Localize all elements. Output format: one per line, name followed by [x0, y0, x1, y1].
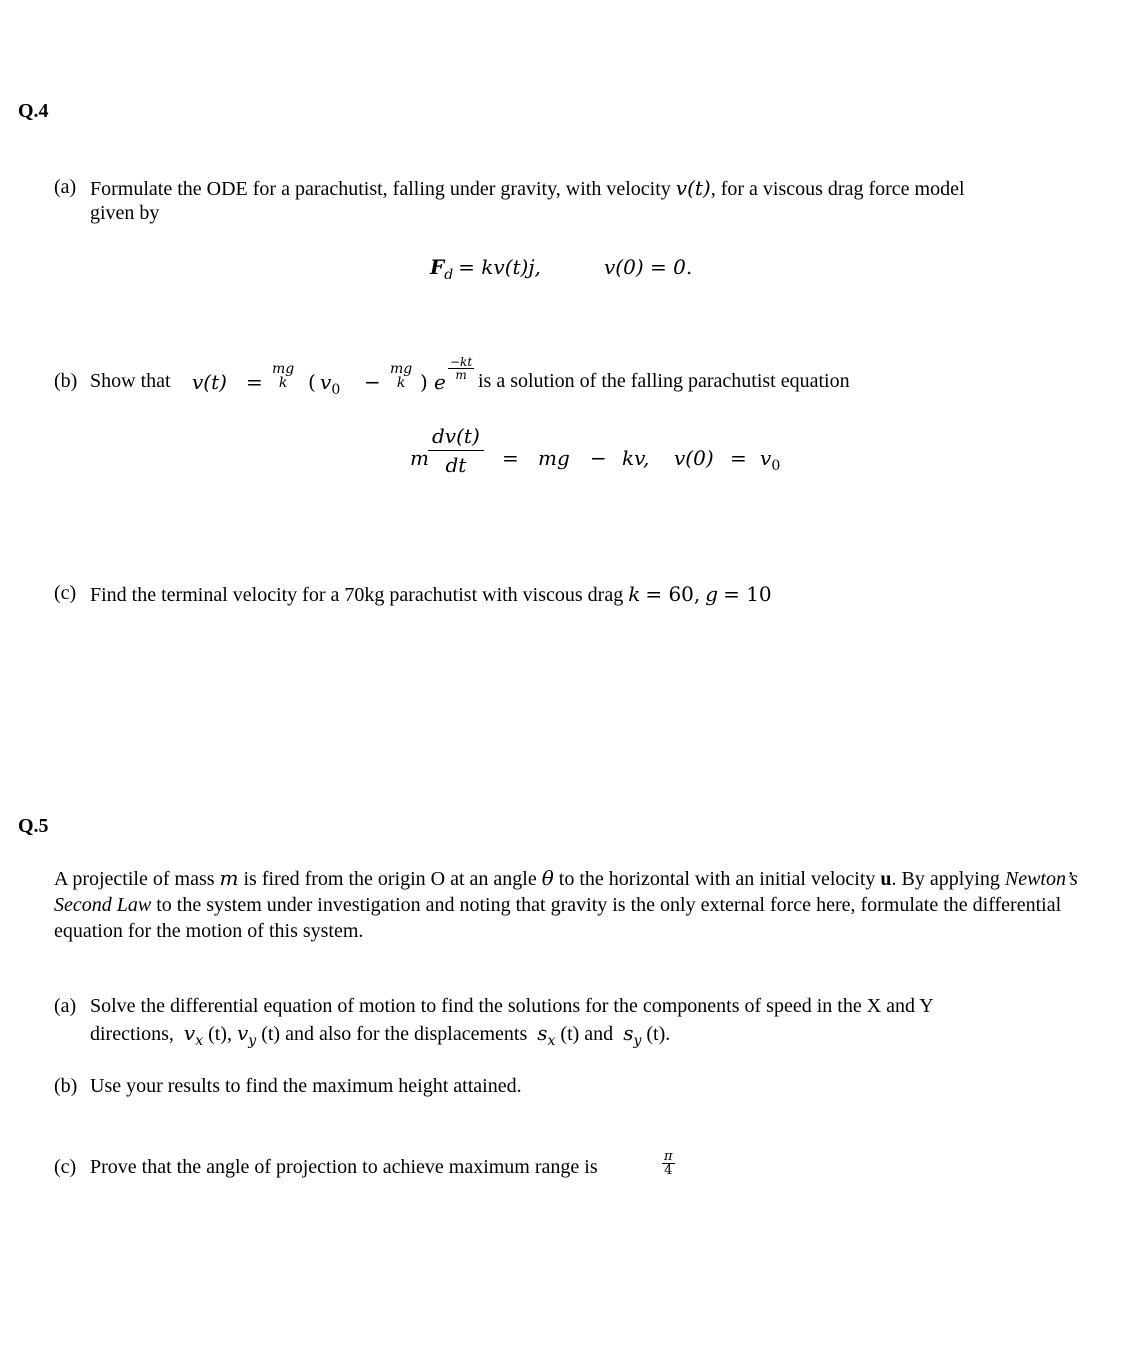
q5a-vx-subscript: x — [195, 1033, 204, 1049]
q5a-vy-subscript: y — [248, 1033, 257, 1049]
q5a-sy-t: (t). — [646, 1023, 671, 1045]
q4c-k-value: = 60, — [645, 582, 701, 606]
q5-intro-paragraph — [54, 865, 1084, 944]
q4c-line — [90, 582, 772, 607]
q4b-ode-mass: m — [410, 446, 429, 470]
q5-intro-part3: to the horizontal with an initial velocity — [558, 868, 876, 890]
q4c-g-value: = 10 — [723, 582, 772, 606]
q4b-frac2-numerator: mg — [390, 361, 413, 377]
q4b-exponent-numerator: −kt — [450, 355, 473, 369]
q5-theta-symbol: θ — [541, 866, 554, 890]
q4a-velocity: v(t) — [675, 176, 711, 200]
q4b-label: (b) — [54, 370, 78, 392]
q5c-four: 4 — [664, 1163, 673, 1178]
q4a-initial-condition: v(0) = 0. — [604, 255, 693, 279]
q5-mass-symbol: m — [219, 866, 239, 890]
q4b-minus: − — [364, 370, 381, 394]
q4b-ode-equals: = — [502, 446, 519, 470]
q5a-sy-subscript: y — [633, 1033, 642, 1049]
q4b-ode-kv: kv, — [622, 446, 650, 470]
q4b-exponent — [448, 356, 474, 381]
q4b-ode-minus: − — [590, 446, 607, 470]
q4a-label: (a) — [54, 176, 77, 198]
q4b-show-that: Show that — [90, 370, 171, 392]
q4c-g: g — [705, 582, 719, 606]
q4b-ode-init-equals: = — [730, 446, 747, 470]
q4b-ode-mg: mg — [538, 446, 570, 470]
q4b-equals: = — [246, 370, 263, 394]
q5c-text: Prove that the angle of projection to achieve maximum range is — [90, 1156, 598, 1178]
q5b-text: Use your results to find the maximum height attained. — [90, 1075, 522, 1097]
q5-intro-part4: . By applying — [891, 868, 1000, 890]
q4b-close-paren: ) — [420, 370, 428, 394]
q4-heading: Q.4 — [18, 100, 49, 122]
q4b-v0-symbol: v — [320, 370, 332, 394]
q5a-line2 — [90, 1021, 671, 1049]
q5b-label: (b) — [54, 1075, 78, 1097]
q5c-pi: π — [664, 1149, 673, 1164]
q4b-ode-init: v(0) — [674, 446, 714, 470]
q4b-ode-numerator: dv(t) — [428, 426, 484, 451]
q4b-ode-denominator: dt — [445, 453, 467, 477]
q5a-sy-symbol: s — [623, 1021, 634, 1045]
q5a-line1: Solve the differential equation of motion to find the solutions for the components of speed in the X and Y — [90, 995, 934, 1017]
q4b-v0-subscript: 0 — [331, 382, 341, 398]
q5a-vx-t: (t), — [208, 1023, 232, 1045]
q4b-frac-mg-k — [270, 362, 296, 390]
q4b-frac-numerator: mg — [272, 361, 295, 377]
q5a-sx-subscript: x — [547, 1033, 556, 1049]
q5a-vx-symbol: v — [183, 1021, 196, 1045]
q4b-ode-v0-subscript: 0 — [771, 458, 781, 474]
q4c-text: Find the terminal velocity for a 70kg parachutist with viscous drag — [90, 584, 624, 606]
q5a-sx-t: (t) and — [560, 1023, 614, 1045]
q4b-v0 — [320, 370, 341, 398]
q5a-label: (a) — [54, 995, 77, 1017]
q4b-exp-base: e — [434, 370, 446, 394]
q4b-text-end: is a solution of the falling parachutist equation — [478, 370, 850, 392]
q4b-frac2-denominator: k — [396, 375, 406, 391]
q4a-line1 — [90, 176, 965, 201]
q4b-ode-derivative — [428, 426, 484, 475]
q5-velocity-symbol: u — [880, 868, 892, 890]
q4c-k: k — [628, 582, 641, 606]
q4a-force-symbol: F — [430, 255, 445, 279]
q4a-force-subscript: d — [444, 267, 454, 283]
q5-newton-law: Newton’s Second Law — [54, 868, 1078, 916]
q4b-ode-v0-symbol: v — [760, 446, 772, 470]
q4a-drag-equation — [430, 255, 541, 283]
q5a-vy-symbol: v — [236, 1021, 249, 1045]
q4a-text: Formulate the ODE for a parachutist, falling under gravity, with velocity — [90, 178, 671, 200]
q5c-pi-over-4 — [662, 1150, 675, 1177]
q4a-text-end: , for a viscous drag force model — [710, 178, 965, 200]
q4b-exponent-denominator: m — [455, 368, 467, 382]
q5a-directions: directions, — [90, 1023, 174, 1045]
q5-intro-part5: to the system under investigation and noting that gravity is the only external force here, formulate the differential equation for the motion of this system. — [54, 894, 1062, 942]
q4b-ode-v0 — [760, 446, 781, 474]
q4b-open-paren: ( — [308, 370, 316, 394]
q4b-vt: v(t) — [192, 370, 227, 394]
q5-heading: Q.5 — [18, 815, 49, 837]
q5-intro-part2: is fired from the origin O at an angle — [243, 868, 537, 890]
q5a-sx-symbol: s — [537, 1021, 548, 1045]
q5c-label: (c) — [54, 1156, 77, 1178]
q4a-force-rhs: = kv(t)j, — [458, 255, 541, 279]
q5a-vy-t: (t) and also for the displacements — [261, 1023, 528, 1045]
q4a-line2: given by — [90, 202, 160, 224]
q5-intro-part1: A projectile of mass — [54, 868, 215, 890]
q4b-frac-denominator: k — [278, 375, 288, 391]
q4b-frac-mg-k-2 — [388, 362, 414, 390]
q4c-label: (c) — [54, 582, 77, 604]
